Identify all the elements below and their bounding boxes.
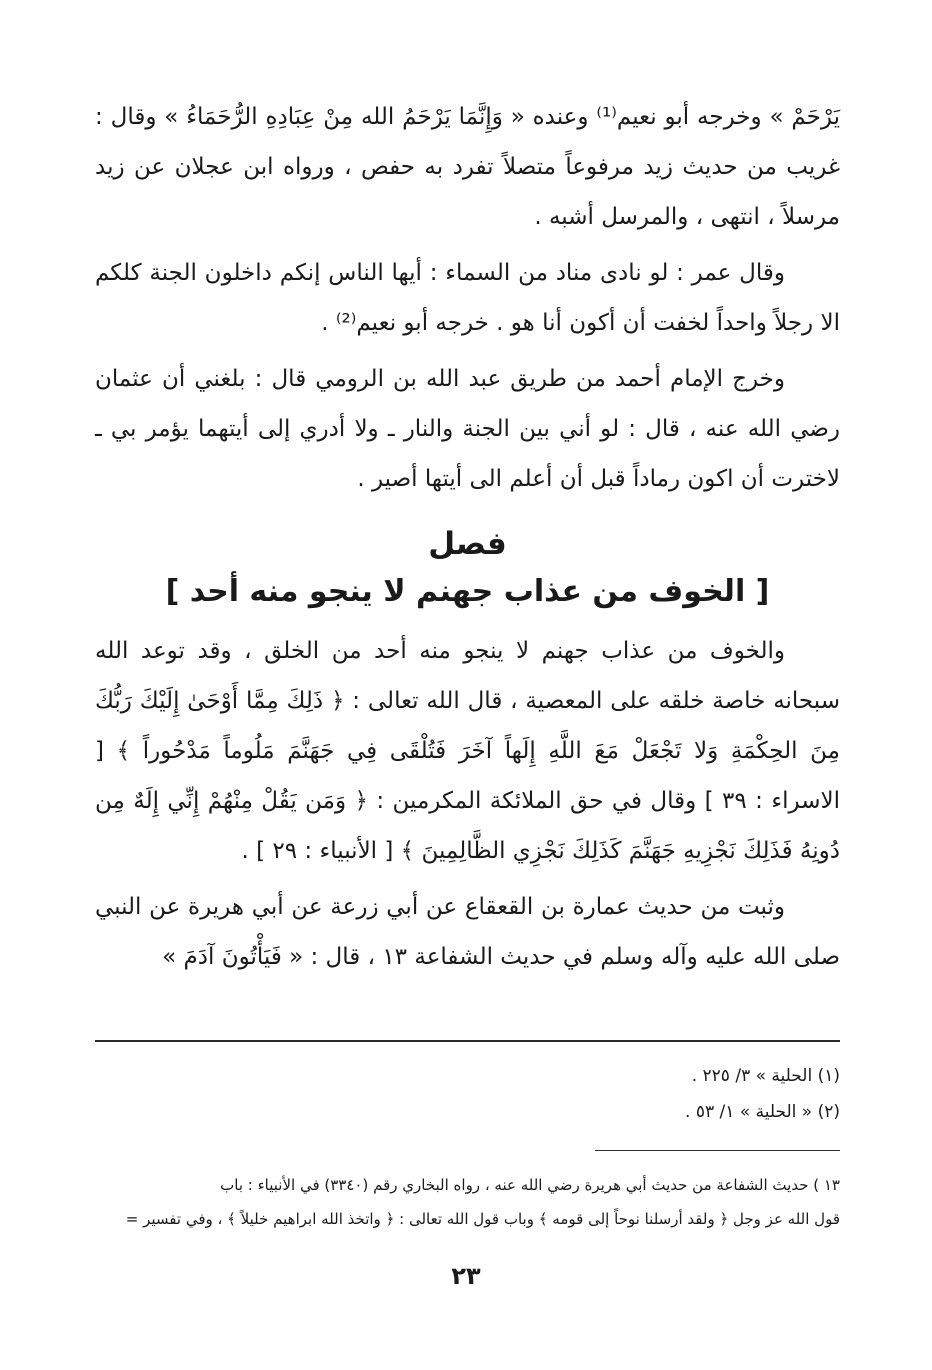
footnote-separator <box>95 1040 840 1042</box>
endnote-separator <box>595 1150 840 1151</box>
endnote-line-2: قول الله عز وجل ﴿ ولقد أرسلنا نوحاً إلى قومه ﴾ وباب قول الله تعالى : ﴿ واتخذ الله ابراهيم خليلاً ﴾ ، وفي تفسير = <box>125 1210 840 1228</box>
main-text <box>95 92 840 988</box>
footnote-1: (١) الحلية » ٣/ ٢٢٥ . <box>691 1066 840 1086</box>
paragraph-1: يَرْحَمْ » وخرجه أبو نعيم⁽¹⁾ وعنده « وَإِنَّمَا يَرْحَمُ الله مِنْ عِبَادِهِ الرُّحَمَاءُ » وقال : غريب من حديث زيد مرفوعاً متصلاً تفرد به حفص ، ورواه ابن عجلان عن زيد مرسلاً ، انتهى ، والمرسل أشبه . <box>95 104 840 230</box>
paragraph-2: وقال عمر : لو نادى مناد من السماء : أيها الناس إنكم داخلون الجنة كلكم الا رجلاً واحداً لخفت أن أكون أنا هو . خرجه أبو نعيم⁽²⁾ . <box>95 260 840 336</box>
paragraph-3: وخرج الإمام أحمد من طريق عبد الله بن الرومي قال : بلغني أن عثمان رضي الله عنه ، قال : لو أني بين الجنة والنار ـ ولا أدري إلى أيتهما يؤمر بي ـ لاخترت أن اكون رماداً قبل أن أعلم الى أيتها أصير . <box>95 366 840 492</box>
section-title: [ الخوف من عذاب جهنم لا ينجو منه أحد ] <box>165 574 770 609</box>
paragraph-4: والخوف من عذاب جهنم لا ينجو منه أحد من الخلق ، وقد توعد الله سبحانه خاصة خلقه على المعصية ، قال الله تعالى : ﴿ ذَلِكَ مِمَّا أَوْحَىٰ إِلَيْكَ رَبُّكَ مِنَ الحِكْمَةِ وَلا تَجْعَلْ مَعَ اللَّهِ إِلَهاً آخَرَ فَتُلْقَى فِي جَهَنَّمَ مَلُوماً مَدْحُوراً ﴾ [ الاسراء : ٣٩ ] وقال في حق الملائكة المكرمين : ﴿ وَمَن يَقُلْ مِنْهُمْ إِنِّي إِلَهٌ مِن دُونِهُ فَذَلِكَ نَجْزِيهِ جَهَنَّمَ كَذَلِكَ نَجْزِي الظَّالِمِينَ ﴾ [ الأنبياء : ٢٩ ] . <box>95 638 840 864</box>
endnote-line-1: ١٣ ) حديث الشفاعة من حديث أبي هريرة رضي الله عنه ، رواه البخاري رقم (٣٣٤٠) في الأنبياء : باب <box>220 1176 840 1194</box>
page-number: ٢٣ <box>451 1262 481 1290</box>
paragraph-5: وثبت من حديث عمارة بن القعقاع عن أبي زرعة عن أبي هريرة عن النبي صلى الله عليه وآله وسلم في حديث الشفاعة ١٣ ، قال : « فَيَأْتُونَ آدَمَ » <box>95 894 840 970</box>
endnote <box>75 1168 840 1236</box>
section-heading: فصل <box>428 526 507 562</box>
footnote-2: (٢) « الحلية » ١/ ٥٣ . <box>685 1102 840 1122</box>
footnotes <box>95 1058 840 1130</box>
